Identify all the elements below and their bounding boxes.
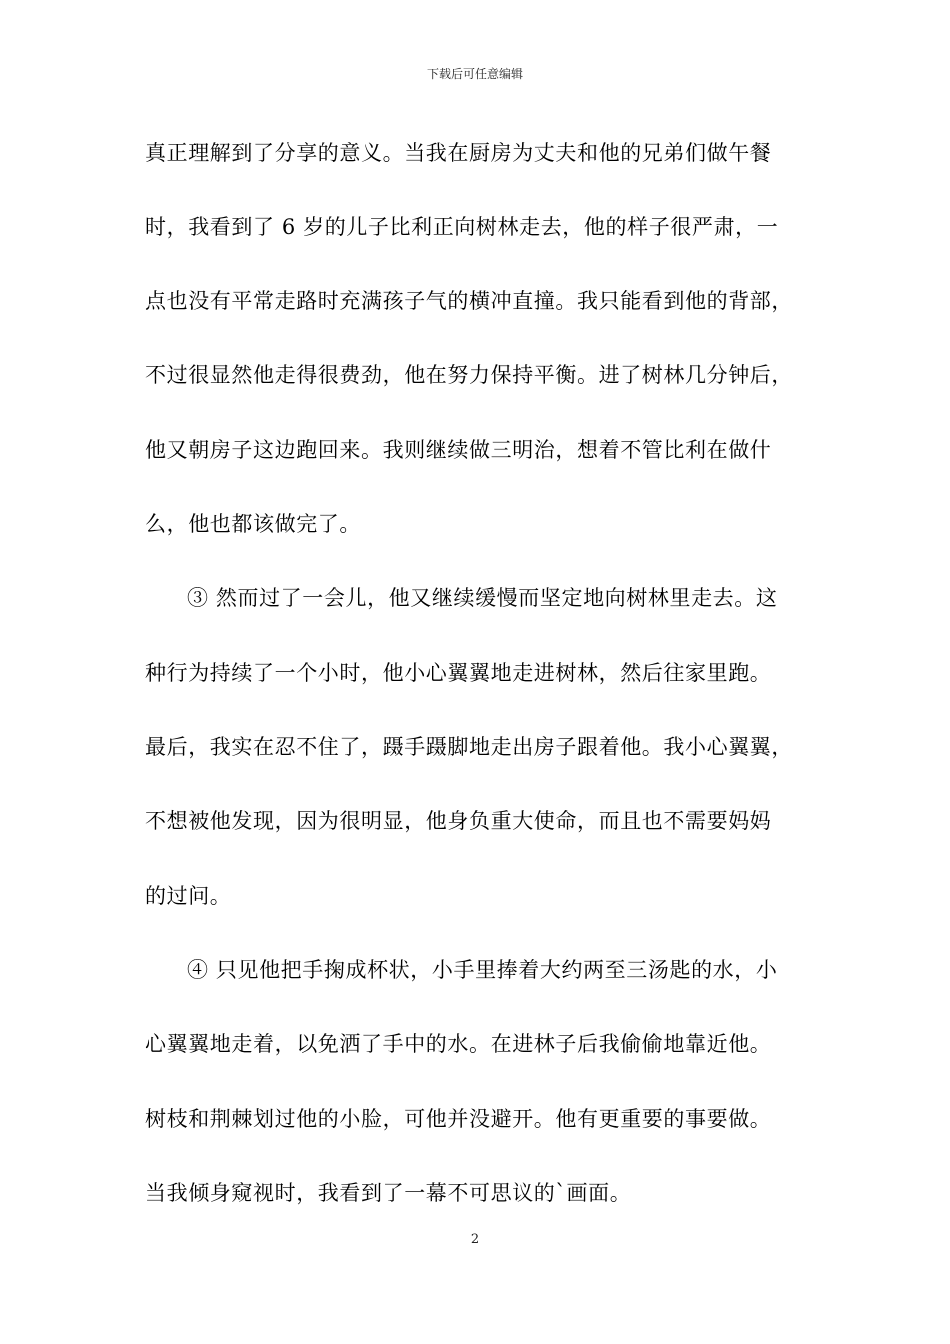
paragraph-line: 他又朝房子这边跑回来。我则继续做三明治，想着不管比利在做什 (145, 438, 772, 462)
paragraph-line: ③ 然而过了一会儿，他又继续缓慢而坚定地向树林里走去。这 (187, 586, 778, 610)
paragraph-line: 心翼翼地走着，以免洒了手中的水。在进林子后我偷偷地靠近他。 (145, 1032, 772, 1056)
paragraph-line: 点也没有平常走路时充满孩子气的横冲直撞。我只能看到他的背部， (145, 289, 793, 313)
paragraph-line: 种行为持续了一个小时，他小心翼翼地走进树林，然后往家里跑。 (145, 661, 772, 685)
paragraph-line: 不想被他发现，因为很明显，他身负重大使命，而且也不需要妈妈 (145, 809, 772, 833)
page-number: 2 (470, 1232, 480, 1247)
paragraph-line: 时，我看到了 6 岁的儿子比利正向树林走去，他的样子很严肃，一 (145, 215, 779, 239)
paragraph-line: 么，他也都该做完了。 (145, 512, 361, 536)
paragraph-line: ④ 只见他把手掬成杯状，小手里捧着大约两至三汤匙的水，小 (187, 958, 778, 982)
paragraph-line: 树枝和荆棘划过他的小脸，可他并没避开。他有更重要的事要做。 (145, 1107, 772, 1131)
paragraph-line: 的过问。 (145, 884, 232, 908)
paragraph-line: 最后，我实在忍不住了，蹑手蹑脚地走出房子跟着他。我小心翼翼， (145, 735, 793, 759)
paragraph-line: 当我倾身窥视时，我看到了一幕不可思议的`画面。 (145, 1181, 632, 1205)
page-header: 下载后可任意编辑 (426, 67, 523, 81)
paragraph-line: 不过很显然他走得很费劲，他在努力保持平衡。进了树林几分钟后， (145, 363, 793, 387)
paragraph-line: 真正理解到了分享的意义。当我在厨房为丈夫和他的兄弟们做午餐 (145, 141, 772, 165)
